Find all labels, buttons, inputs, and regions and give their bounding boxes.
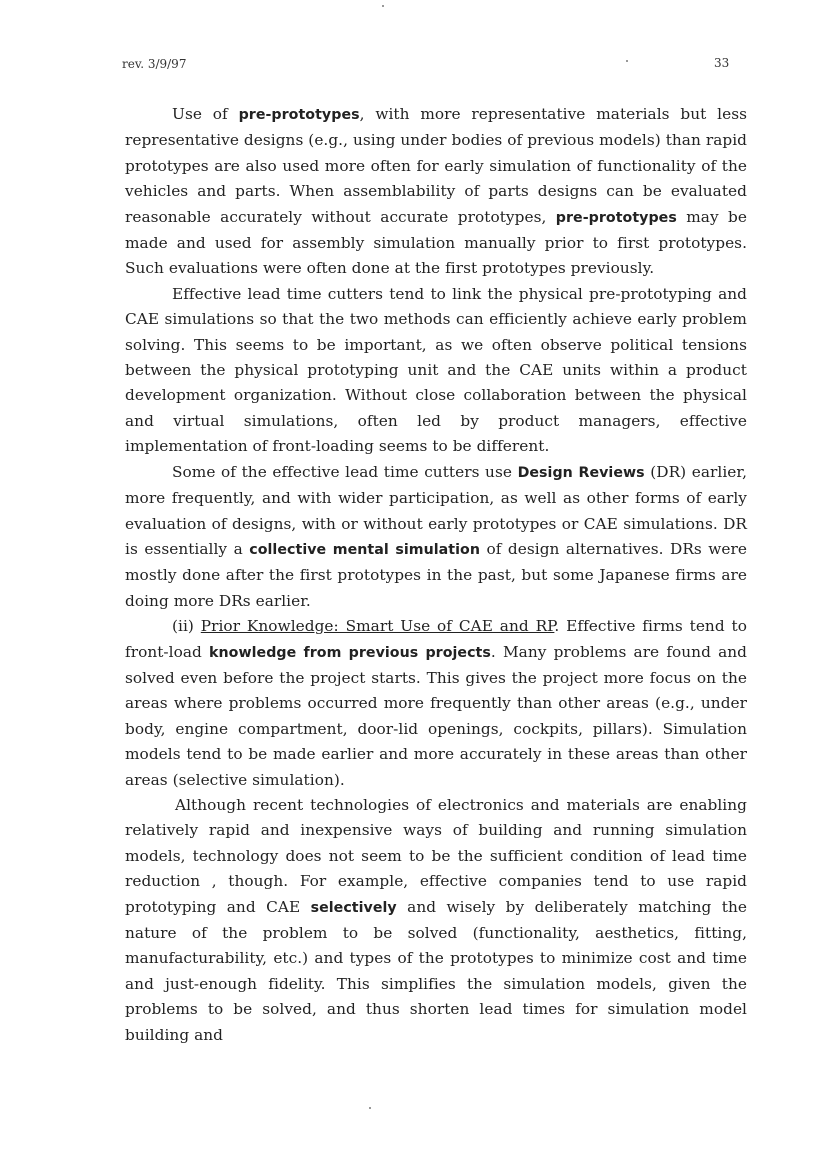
text-run: . Many problems are found and solved even before the project starts. This gives the project more focus on the areas where problems occurred more frequently than other areas (e.g., under body, engine compartment, door-lid openings, cockpits, pillars). Simulation models tend to be made earlier and more accurately in these areas than other areas (selective simulation). [125,642,747,789]
scan-speck [382,5,384,7]
paragraph-technologies [125,793,747,1048]
text-run: Use of [172,105,239,123]
paragraph-lead-time-cutters [125,282,747,460]
bold-term: knowledge from previous projects [209,644,491,661]
text-run: . Effective firms tend to front-load [125,617,747,661]
body-text [125,102,747,1048]
scan-speck [626,60,628,62]
bold-term: selectively [310,899,397,916]
revision-date: rev. 3/9/97 [122,57,187,71]
scan-speck [369,1107,371,1109]
text-run: may be made and used for assembly simulation manually prior to first prototypes. Such evaluations were often done at the first prototypes previously. [125,207,747,278]
bold-term: pre-prototypes [555,209,677,226]
text-run: Some of the effective lead time cutters use [172,462,518,481]
bold-term: Design Reviews [517,464,645,481]
section-heading: Prior Knowledge: Smart Use of CAE and RP [200,617,555,636]
text-run: (DR) earlier, more frequently, and with wider participation, as well as other forms of early evaluation of designs, with or without early prototypes or CAE simulations. DR is essentially a [125,462,748,558]
page-number: 33 [714,56,730,70]
text-run: , with more representative materials but less representative designs (e.g., using under bodies of previous models) than rapid prototypes are also used more often for early simulation of functionality of the vehicles and parts. When assemblability of parts designs can be evaluated reasonable accurately without accurate prototypes, [125,105,747,226]
text-run: (ii) [172,617,201,636]
paragraph-design-reviews [125,460,747,614]
text-run: of design alternatives. DRs were mostly done after the first prototypes in the past, but some Japanese firms are doing more DRs earlier. [125,539,747,610]
paragraph-pre-prototypes [125,102,747,282]
text-run: Although recent technologies of electronics and materials are enabling relatively rapid and inexpensive ways of building and running simulation models, technology does not seem to be the sufficient condition of lead time reduction , though. For example, effective companies tend to use rapid prototyping and CAE [125,795,747,916]
bold-term: collective mental simulation [249,541,480,558]
text-run: and wisely by deliberately matching the nature of the problem to be solved (functionality, aesthetics, fitting, manufacturability, etc.) and types of the prototypes to minimize cost and time and just-enough fidelity. This simplifies the simulation models, given the problems to be solved, and thus shorten lead times for simulation model building and [125,897,748,1044]
bold-term: pre-prototypes [238,107,360,123]
text-run: Effective lead time cutters tend to link the physical pre-prototyping and CAE simulations so that the two methods can efficiently achieve early problem solving. This seems to be important, as we often observe political tensions between the physical prototyping unit and the CAE units within a product development organization. Without close collaboration between the physical and virtual simulations, often led by product managers, effective implementation of front-loading seems to be different. [125,284,747,456]
paragraph-prior-knowledge [125,614,747,793]
